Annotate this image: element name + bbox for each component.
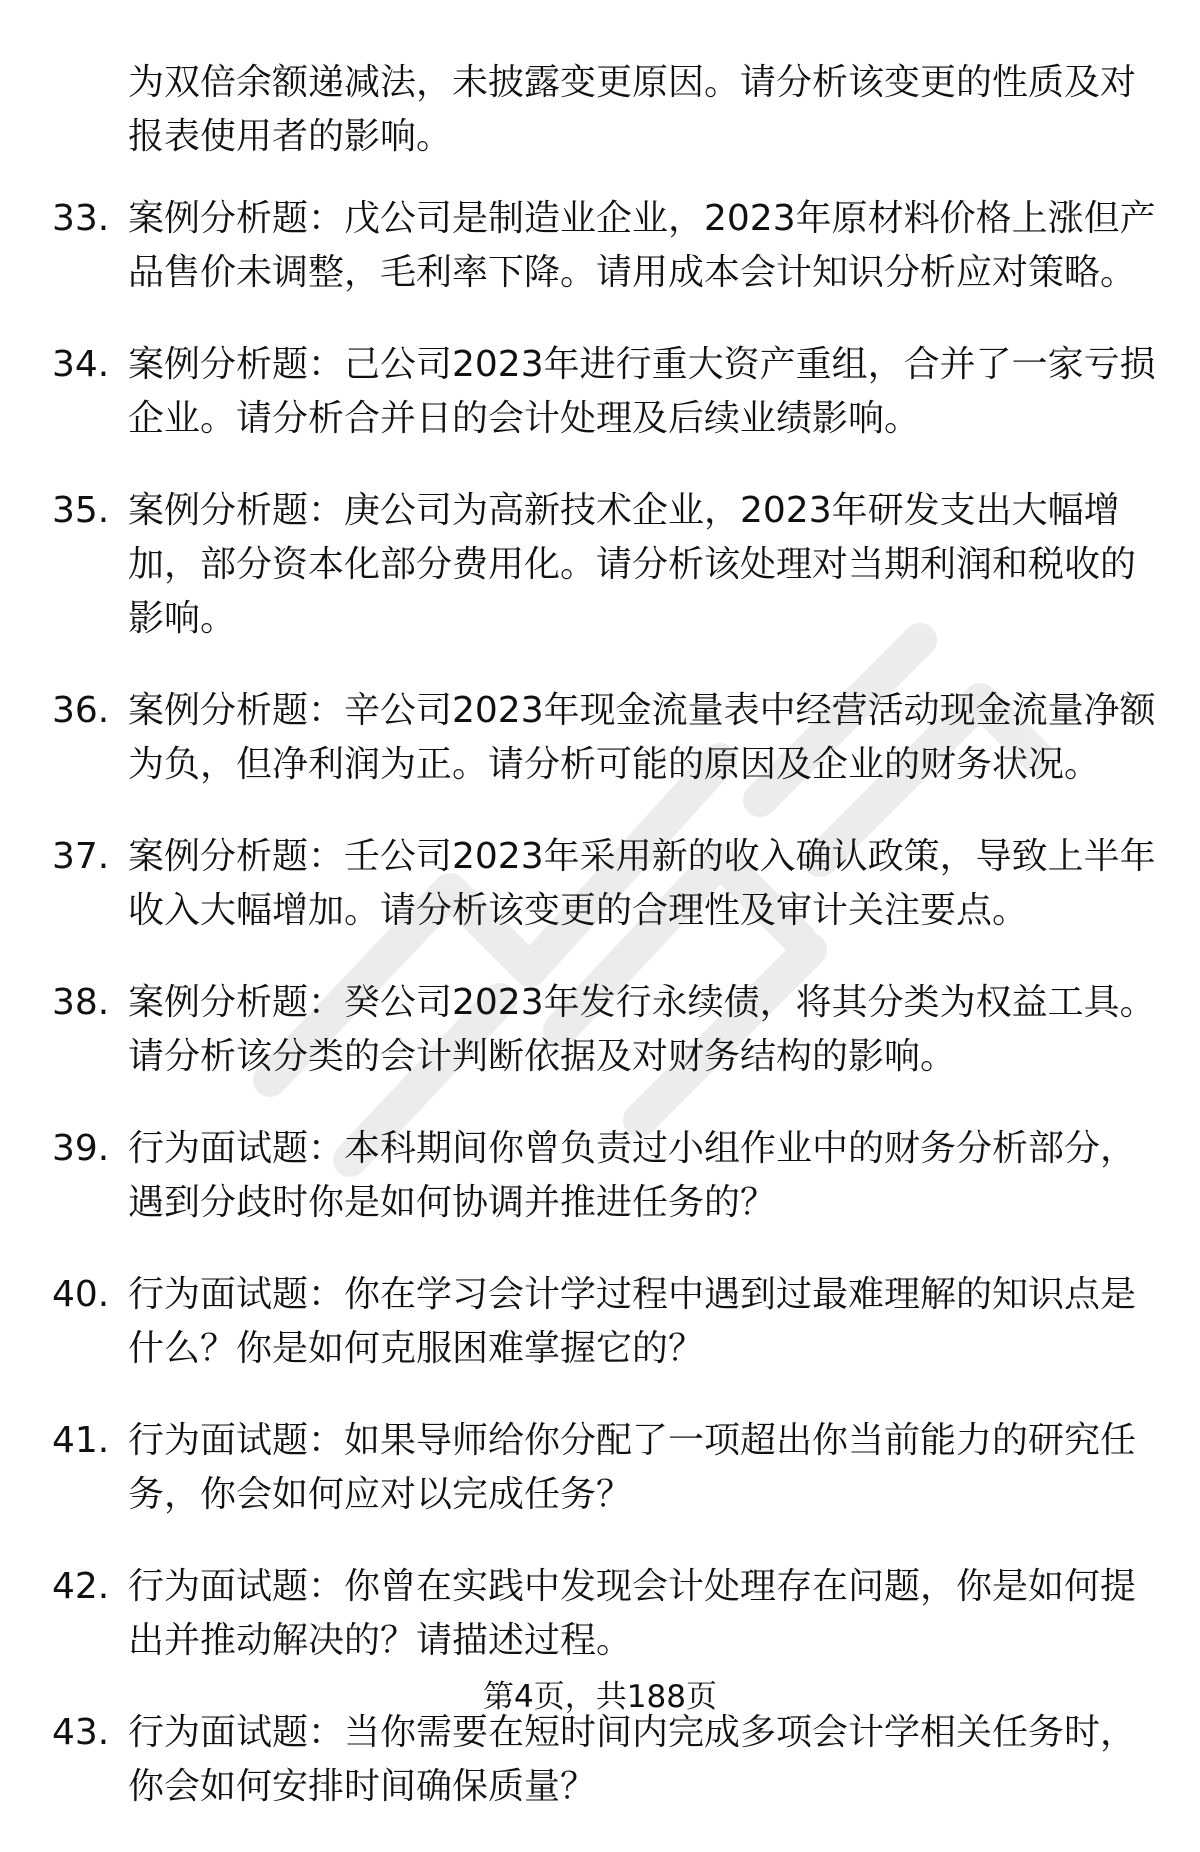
question-number: 43. <box>52 1712 110 1753</box>
question-text: 行为面试题：你曾在实践中发现会计处理存在问题，你是如何提出并推动解决的？请描述过程。 <box>128 1566 1137 1661</box>
question-item-42 <box>0 1560 1200 1668</box>
question-text: 案例分析题：癸公司2023年发行永续债，将其分类为权益工具。请分析该分类的会计判断依据及对财务结构的影响。 <box>128 982 1156 1077</box>
question-text: 行为面试题：当你需要在短时间内完成多项会计学相关任务时，你会如何安排时间确保质量？ <box>128 1712 1137 1807</box>
question-item-37 <box>0 830 1200 938</box>
question-number: 39. <box>52 1128 110 1169</box>
question-item-43 <box>0 1706 1200 1814</box>
question-text: 案例分析题：己公司2023年进行重大资产重组，合并了一家亏损企业。请分析合并日的会计处理及后续业绩影响。 <box>128 344 1156 439</box>
question-item-39 <box>0 1122 1200 1230</box>
question-number: 41. <box>52 1420 110 1461</box>
question-item-33 <box>0 192 1200 300</box>
question-text: 案例分析题：壬公司2023年采用新的收入确认政策，导致上半年收入大幅增加。请分析该变更的合理性及审计关注要点。 <box>128 836 1156 931</box>
question-text: 案例分析题：戊公司是制造业企业，2023年原材料价格上涨但产品售价未调整，毛利率下降。请用成本会计知识分析应对策略。 <box>128 198 1156 293</box>
question-number: 36. <box>52 690 110 731</box>
question-number: 37. <box>52 836 110 877</box>
question-item-35 <box>0 484 1200 646</box>
question-text: 案例分析题：辛公司2023年现金流量表中经营活动现金流量净额为负，但净利润为正。请分析可能的原因及企业的财务状况。 <box>128 690 1156 785</box>
question-number: 38. <box>52 982 110 1023</box>
question-item-34 <box>0 338 1200 446</box>
question-text: 行为面试题：本科期间你曾负责过小组作业中的财务分析部分，遇到分歧时你是如何协调并推进任务的？ <box>128 1128 1137 1223</box>
question-text: 行为面试题：你在学习会计学过程中遇到过最难理解的知识点是什么？你是如何克服困难掌握它的？ <box>128 1274 1137 1369</box>
question-number: 33. <box>52 198 110 239</box>
question-item-36 <box>0 684 1200 792</box>
question-text: 案例分析题：庚公司为高新技术企业，2023年研发支出大幅增加，部分资本化部分费用化。请分析该处理对当期利润和税收的影响。 <box>128 490 1137 639</box>
question-number: 40. <box>52 1274 110 1315</box>
question-number: 35. <box>52 490 110 531</box>
question-number: 34. <box>52 344 110 385</box>
continuation-paragraph: 为双倍余额递减法，未披露变更原因。请分析该变更的性质及对报表使用者的影响。 <box>128 62 1137 157</box>
question-number: 42. <box>52 1566 110 1607</box>
question-list <box>0 192 1200 1852</box>
question-item-38 <box>0 976 1200 1084</box>
question-item-40 <box>0 1268 1200 1376</box>
question-text: 行为面试题：如果导师给你分配了一项超出你当前能力的研究任务，你会如何应对以完成任务？ <box>128 1420 1137 1515</box>
page-number-footer: 第4页，共188页 <box>483 1679 717 1715</box>
question-item-41 <box>0 1414 1200 1522</box>
